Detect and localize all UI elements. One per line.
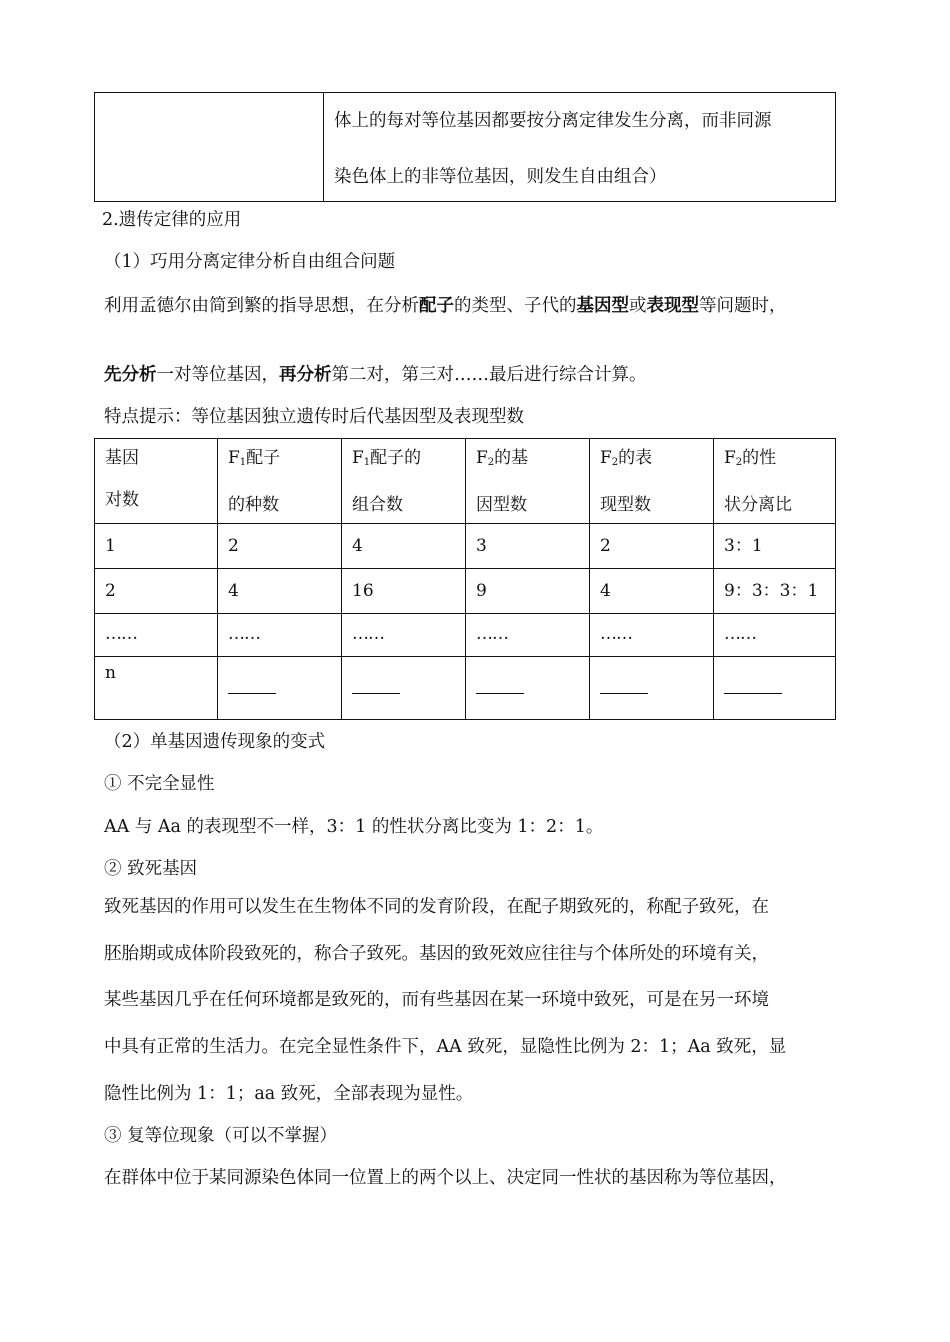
table-cell: 9 (466, 569, 590, 614)
header-line: $F_2$的基 (476, 448, 529, 468)
table-cell: 3 (466, 524, 590, 569)
table-cell: …… (218, 614, 342, 657)
item-3-title: ③ 复等位现象（可以不掌握） (104, 1126, 338, 1146)
header-line: 对数 (105, 490, 139, 510)
para-bold: 表现型 (646, 296, 699, 316)
header-line: 基因 (105, 448, 139, 468)
table-cell: 16 (342, 569, 466, 614)
item-2-line-3: 某些基因几乎在任何环境都是致死的，而有些基因在某一环境中致死，可是在另一环境 (104, 990, 769, 1010)
paragraph-1-line-2 (104, 361, 647, 386)
table-cell (218, 657, 342, 720)
item-1-text: AA 与 Aa 的表现型不一样，3：1 的性状分离比变为 1：2：1。 (104, 817, 604, 837)
para-bold: 基因型 (576, 296, 629, 316)
header-line: $F_1$配子的 (352, 448, 422, 468)
para-text: 的类型、子代的 (454, 296, 577, 316)
paragraph-1-line-1 (104, 292, 787, 317)
fill-in-blank (724, 693, 782, 694)
table-row (95, 657, 836, 720)
para-text: 利用孟德尔由简到繁的指导思想，在分析 (104, 296, 419, 316)
table-cell: …… (342, 614, 466, 657)
table-cell: 3：1 (714, 524, 836, 569)
item-2-title: ② 致死基因 (104, 859, 198, 879)
subsection-title-2: （2）单基因遗传现象的变式 (104, 732, 326, 752)
para-bold: 再分析 (279, 365, 332, 385)
table-header-cell (714, 439, 836, 524)
table-header-cell (342, 439, 466, 524)
continuation-line-1: 体上的每对等位基因都要按分离定律发生分离，而非同源 (334, 111, 772, 131)
table-cell (342, 657, 466, 720)
table-cell: …… (714, 614, 836, 657)
table-cell (466, 657, 590, 720)
fill-in-blank (352, 693, 400, 694)
section-title: 2.遗传定律的应用 (102, 210, 242, 230)
header-line: 的种数 (228, 495, 279, 515)
table-cell: 4 (218, 569, 342, 614)
header-line: 状分离比 (724, 495, 792, 515)
header-line: $F_2$的性 (724, 448, 777, 468)
continuation-table-left-cell (95, 93, 324, 202)
continuation-table-right-cell (324, 93, 836, 202)
header-line: 现型数 (600, 495, 651, 515)
table-cell: 4 (342, 524, 466, 569)
table-cell (590, 657, 714, 720)
header-line: $F_2$的表 (600, 448, 653, 468)
continuation-line-2: 染色体上的非等位基因，则发生自由组合） (334, 167, 667, 187)
table-cell: 2 (95, 569, 218, 614)
table-row (95, 569, 836, 614)
table-cell: …… (95, 614, 218, 657)
table-header-row (95, 439, 836, 524)
table-cell (95, 657, 218, 720)
table-row (95, 524, 836, 569)
item-2-line-4: 中具有正常的生活力。在完全显性条件下，AA 致死，显隐性比例为 2：1；Aa 致死，显 (104, 1037, 787, 1057)
table-cell: …… (466, 614, 590, 657)
table-cell (714, 657, 836, 720)
tip-text: 特点提示：等位基因独立遗传时后代基因型及表现型数 (104, 407, 524, 427)
table-cell: 2 (218, 524, 342, 569)
table-header-cell (95, 439, 218, 524)
continuation-table (94, 92, 836, 202)
item-2-line-1: 致死基因的作用可以发生在生物体不同的发育阶段，在配子期致死的，称配子致死，在 (104, 897, 769, 917)
table-header-cell (218, 439, 342, 524)
para-bold: 先分析 (104, 365, 157, 385)
item-2-line-2: 胚胎期或成体阶段致死的，称合子致死。基因的致死效应往往与个体所处的环境有关， (104, 944, 769, 964)
subsection-title-1: （1）巧用分离定律分析自由组合问题 (104, 252, 396, 272)
table-cell: 2 (590, 524, 714, 569)
para-text: 等问题时， (699, 296, 787, 316)
table-header-cell (590, 439, 714, 524)
header-line: 因型数 (476, 495, 527, 515)
para-bold: 配子 (419, 296, 454, 316)
fill-in-blank (228, 693, 276, 694)
item-1-title: ① 不完全显性 (104, 774, 215, 794)
fill-in-blank (476, 693, 524, 694)
header-line: $F_1$配子 (228, 448, 281, 468)
para-text: 第二对，第三对……最后进行综合计算。 (331, 365, 647, 385)
table-cell: 9：3：3：1 (714, 569, 836, 614)
item-2-line-5: 隐性比例为 1：1；aa 致死，全部表现为显性。 (104, 1084, 474, 1104)
header-line: 组合数 (352, 495, 403, 515)
fill-in-blank (600, 693, 648, 694)
item-3-line-1: 在群体中位于某同源染色体同一位置上的两个以上、决定同一性状的基因称为等位基因， (104, 1168, 787, 1188)
table-row (95, 614, 836, 657)
table-cell: …… (590, 614, 714, 657)
para-text: 一对等位基因， (156, 365, 279, 385)
table-header-cell (466, 439, 590, 524)
table-cell: 1 (95, 524, 218, 569)
para-text: 或 (629, 296, 647, 316)
n-label: n (105, 663, 116, 683)
genotype-table (94, 438, 836, 720)
table-cell: 4 (590, 569, 714, 614)
